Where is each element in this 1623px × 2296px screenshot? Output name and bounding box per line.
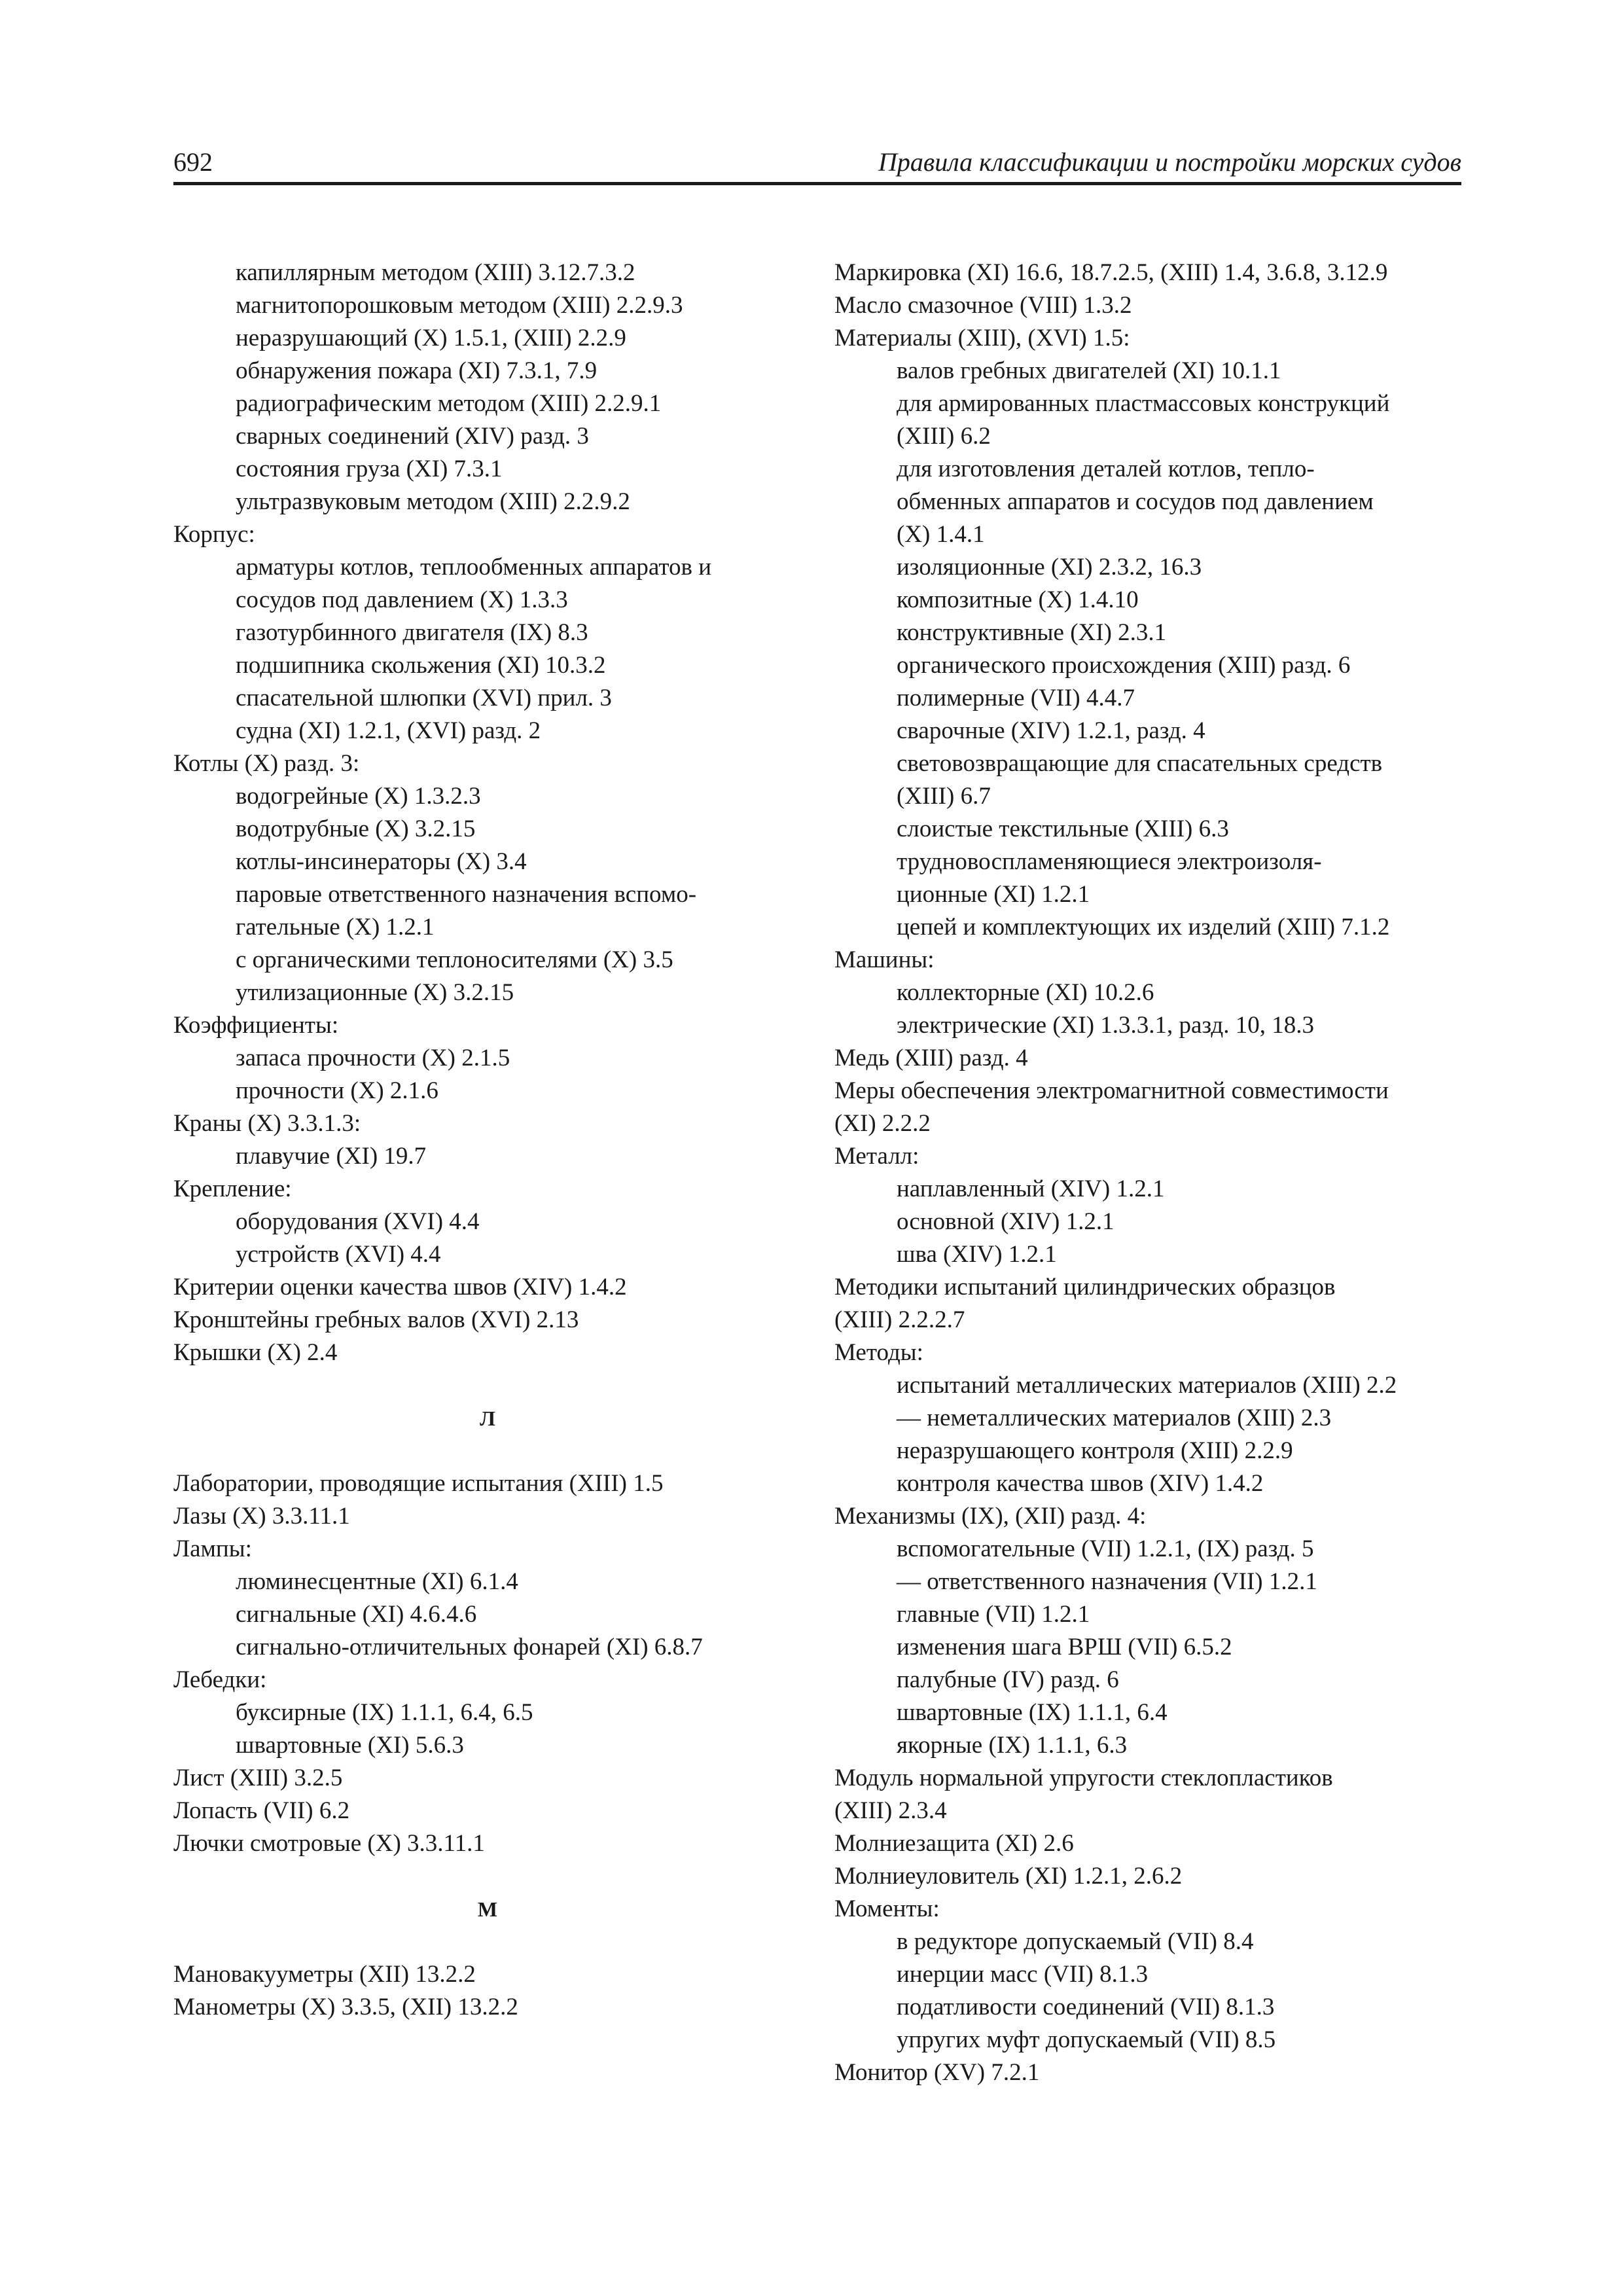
index-subentry: люминесцентные (XI) 6.1.4 — [236, 1568, 518, 1595]
index-subentry: основной (XIV) 1.2.1 — [897, 1208, 1115, 1235]
index-entry: Молниеуловитель (XI) 1.2.1, 2.6.2 — [834, 1863, 1183, 1890]
index-entry: Лаборатории, проводящие испытания (XIII) 1.5 — [173, 1470, 664, 1497]
index-entry: Кронштейны гребных валов (XVI) 2.13 — [173, 1306, 579, 1333]
index-subentry: водогрейные (X) 1.3.2.3 — [236, 783, 481, 810]
index-entry: Лампы: — [173, 1535, 252, 1562]
index-entry: Металл: — [834, 1143, 919, 1170]
index-entry: Модуль нормальной упругости стеклопластиков — [834, 1765, 1333, 1791]
index-entry: Меры обеспечения электромагнитной совместимости — [834, 1077, 1389, 1104]
index-subentry: изменения шага ВРШ (VII) 6.5.2 — [897, 1634, 1232, 1660]
index-entry: Крышки (X) 2.4 — [173, 1339, 338, 1366]
index-entry: Масло смазочное (VIII) 1.3.2 — [834, 292, 1132, 319]
page-number: 692 — [173, 147, 213, 177]
index-list-m — [173, 1958, 802, 2024]
index-subentry: главные (VII) 1.2.1 — [897, 1601, 1090, 1628]
index-entry: (XIII) 2.2.2.7 — [834, 1306, 965, 1333]
index-subentry: устройств (XVI) 4.4 — [236, 1241, 441, 1268]
index-entry: Маркировка (XI) 16.6, 18.7.2.5, (XIII) 1.4, 3.6.8, 3.12.9 — [834, 259, 1388, 286]
index-entry: Медь (XIII) разд. 4 — [834, 1045, 1028, 1071]
index-subentry: сварных соединений (XIV) разд. 3 — [236, 423, 589, 450]
index-subentry: обнаружения пожара (XI) 7.3.1, 7.9 — [236, 357, 597, 384]
index-subentry: коллекторные (XI) 10.2.6 — [897, 979, 1154, 1006]
index-entry: Молниезащита (XI) 2.6 — [834, 1830, 1074, 1857]
index-entry: Критерии оценки качества швов (XIV) 1.4.2 — [173, 1274, 627, 1300]
index-subentry: инерции масс (VII) 8.1.3 — [897, 1961, 1149, 1988]
index-subentry: — ответственного назначения (VII) 1.2.1 — [897, 1568, 1317, 1595]
index-subentry: для изготовления деталей котлов, тепло- — [897, 456, 1315, 482]
right-column — [834, 257, 1461, 2089]
index-subentry: световозвращающие для спасательных средств — [897, 750, 1383, 777]
index-subentry: слоистые текстильные (XIII) 6.3 — [897, 816, 1229, 842]
index-subentry: цепей и комплектующих их изделий (XIII) 7.1.2 — [897, 914, 1390, 941]
index-subentry: валов гребных двигателей (XI) 10.1.1 — [897, 357, 1281, 384]
index-subentry: арматуры котлов, теплообменных аппаратов и — [236, 554, 712, 581]
index-subentry: — неметаллических материалов (XIII) 2.3 — [897, 1405, 1332, 1431]
index-subentry: полимерные (VII) 4.4.7 — [897, 685, 1135, 711]
index-subentry: якорные (IX) 1.1.1, 6.3 — [897, 1732, 1128, 1759]
index-entry: Лазы (X) 3.3.11.1 — [173, 1503, 350, 1530]
index-entry: Материалы (XIII), (XVI) 1.5: — [834, 325, 1130, 351]
index-entry: Котлы (X) разд. 3: — [173, 750, 360, 777]
index-subentry: сварочные (XIV) 1.2.1, разд. 4 — [897, 717, 1205, 744]
index-subentry: трудновоспламеняющиеся электроизоля- — [897, 848, 1322, 875]
index-subentry: спасательной шлюпки (XVI) прил. 3 — [236, 685, 612, 711]
index-entry: (XI) 2.2.2 — [834, 1110, 931, 1137]
index-subentry: швартовные (IX) 1.1.1, 6.4 — [897, 1699, 1168, 1726]
index-entry: Крепление: — [173, 1175, 292, 1202]
index-entry: Лист (XIII) 3.2.5 — [173, 1765, 343, 1791]
index-subentry: прочности (X) 2.1.6 — [236, 1077, 438, 1104]
index-subentry: сигнально-отличительных фонарей (XI) 6.8.7 — [236, 1634, 703, 1660]
index-subentry: паровые ответственного назначения вспомо- — [236, 881, 697, 908]
index-subentry: палубные (IV) разд. 6 — [897, 1666, 1119, 1693]
page-header — [173, 143, 1461, 185]
index-subentry: изоляционные (XI) 2.3.2, 16.3 — [897, 554, 1202, 581]
index-subentry: подшипника скольжения (XI) 10.3.2 — [236, 652, 606, 679]
index-entry: Лебедки: — [173, 1666, 267, 1693]
index-entry: Мановакууметры (XII) 13.2.2 — [173, 1961, 476, 1988]
index-subentry: контроля качества швов (XIV) 1.4.2 — [897, 1470, 1264, 1497]
index-subentry: композитные (X) 1.4.10 — [897, 586, 1139, 613]
index-entry: Методики испытаний цилиндрических образцов — [834, 1274, 1336, 1300]
index-subentry: конструктивные (XI) 2.3.1 — [897, 619, 1167, 646]
index-subentry: вспомогательные (VII) 1.2.1, (IX) разд. 5 — [897, 1535, 1314, 1562]
index-entry: Методы: — [834, 1339, 923, 1366]
index-subentry: магнитопорошковым методом (XIII) 2.2.9.3 — [236, 292, 683, 319]
index-subentry: в редукторе допускаемый (VII) 8.4 — [897, 1928, 1254, 1955]
index-subentry: ультразвуковым методом (XIII) 2.2.9.2 — [236, 488, 630, 515]
index-entry: Монитор (XV) 7.2.1 — [834, 2059, 1040, 2086]
index-subentry: неразрушающего контроля (XIII) 2.2.9 — [897, 1437, 1293, 1464]
index-subentry: испытаний металлических материалов (XIII) 2.2 — [897, 1372, 1397, 1399]
index-subentry: (X) 1.4.1 — [897, 521, 985, 548]
index-subentry: судна (XI) 1.2.1, (XVI) разд. 2 — [236, 717, 541, 744]
index-subentry: радиографическим методом (XIII) 2.2.9.1 — [236, 390, 662, 417]
index-subentry: электрические (XI) 1.3.3.1, разд. 10, 18.3 — [897, 1012, 1314, 1039]
index-subentry: сосудов под давлением (X) 1.3.3 — [236, 586, 568, 613]
index-list-l — [173, 1467, 802, 1860]
index-subentry: швартовные (XI) 5.6.3 — [236, 1732, 464, 1759]
section-letter-m: М — [477, 1897, 498, 1921]
index-subentry: (XIII) 6.7 — [897, 783, 991, 810]
index-subentry: для армированных пластмассовых конструкций — [897, 390, 1390, 417]
index-subentry: ционные (XI) 1.2.1 — [897, 881, 1090, 908]
index-list-k — [173, 257, 802, 1369]
index-entry: Машины: — [834, 946, 935, 973]
index-subentry: упругих муфт допускаемый (VII) 8.5 — [897, 2026, 1276, 2053]
index-subentry: неразрушающий (X) 1.5.1, (XIII) 2.2.9 — [236, 325, 626, 351]
index-subentry: водотрубные (X) 3.2.15 — [236, 816, 476, 842]
index-subentry: запаса прочности (X) 2.1.5 — [236, 1045, 510, 1071]
index-entry: Коэффициенты: — [173, 1012, 339, 1039]
index-subentry: гательные (X) 1.2.1 — [236, 914, 435, 941]
index-subentry: утилизационные (X) 3.2.15 — [236, 979, 514, 1006]
index-subentry: сигнальные (XI) 4.6.4.6 — [236, 1601, 477, 1628]
index-entry: Лопасть (VII) 6.2 — [173, 1797, 350, 1824]
index-subentry: наплавленный (XIV) 1.2.1 — [897, 1175, 1165, 1202]
index-entry: (XIII) 2.3.4 — [834, 1797, 947, 1824]
index-entry: Краны (X) 3.3.1.3: — [173, 1110, 361, 1137]
index-subentry: буксирные (IX) 1.1.1, 6.4, 6.5 — [236, 1699, 533, 1726]
index-entry: Манометры (X) 3.3.5, (XII) 13.2.2 — [173, 1994, 518, 2020]
index-subentry: шва (XIV) 1.2.1 — [897, 1241, 1057, 1268]
index-entry: Механизмы (IX), (XII) разд. 4: — [834, 1503, 1147, 1530]
index-entry: Корпус: — [173, 521, 255, 548]
index-subentry: оборудования (XVI) 4.4 — [236, 1208, 480, 1235]
index-subentry: плавучие (XI) 19.7 — [236, 1143, 427, 1170]
running-title: Правила классификации и постройки морских судов — [878, 147, 1461, 177]
index-list-m-continued — [834, 257, 1461, 2089]
index-subentry: котлы-инсинераторы (X) 3.4 — [236, 848, 527, 875]
index-subentry: газотурбинного двигателя (IX) 8.3 — [236, 619, 588, 646]
index-subentry: с органическими теплоносителями (X) 3.5 — [236, 946, 673, 973]
index-subentry: податливости соединений (VII) 8.1.3 — [897, 1994, 1275, 2020]
left-column — [173, 257, 802, 2024]
section-letter-l: Л — [480, 1407, 495, 1430]
index-entry: Моменты: — [834, 1895, 940, 1922]
index-entry: Лючки смотровые (X) 3.3.11.1 — [173, 1830, 485, 1857]
index-subentry: состояния груза (XI) 7.3.1 — [236, 456, 503, 482]
index-subentry: капиллярным методом (XIII) 3.12.7.3.2 — [236, 259, 635, 286]
index-subentry: (XIII) 6.2 — [897, 423, 991, 450]
index-subentry: органического происхождения (XIII) разд. 6 — [897, 652, 1351, 679]
index-subentry: обменных аппаратов и сосудов под давлением — [897, 488, 1374, 515]
